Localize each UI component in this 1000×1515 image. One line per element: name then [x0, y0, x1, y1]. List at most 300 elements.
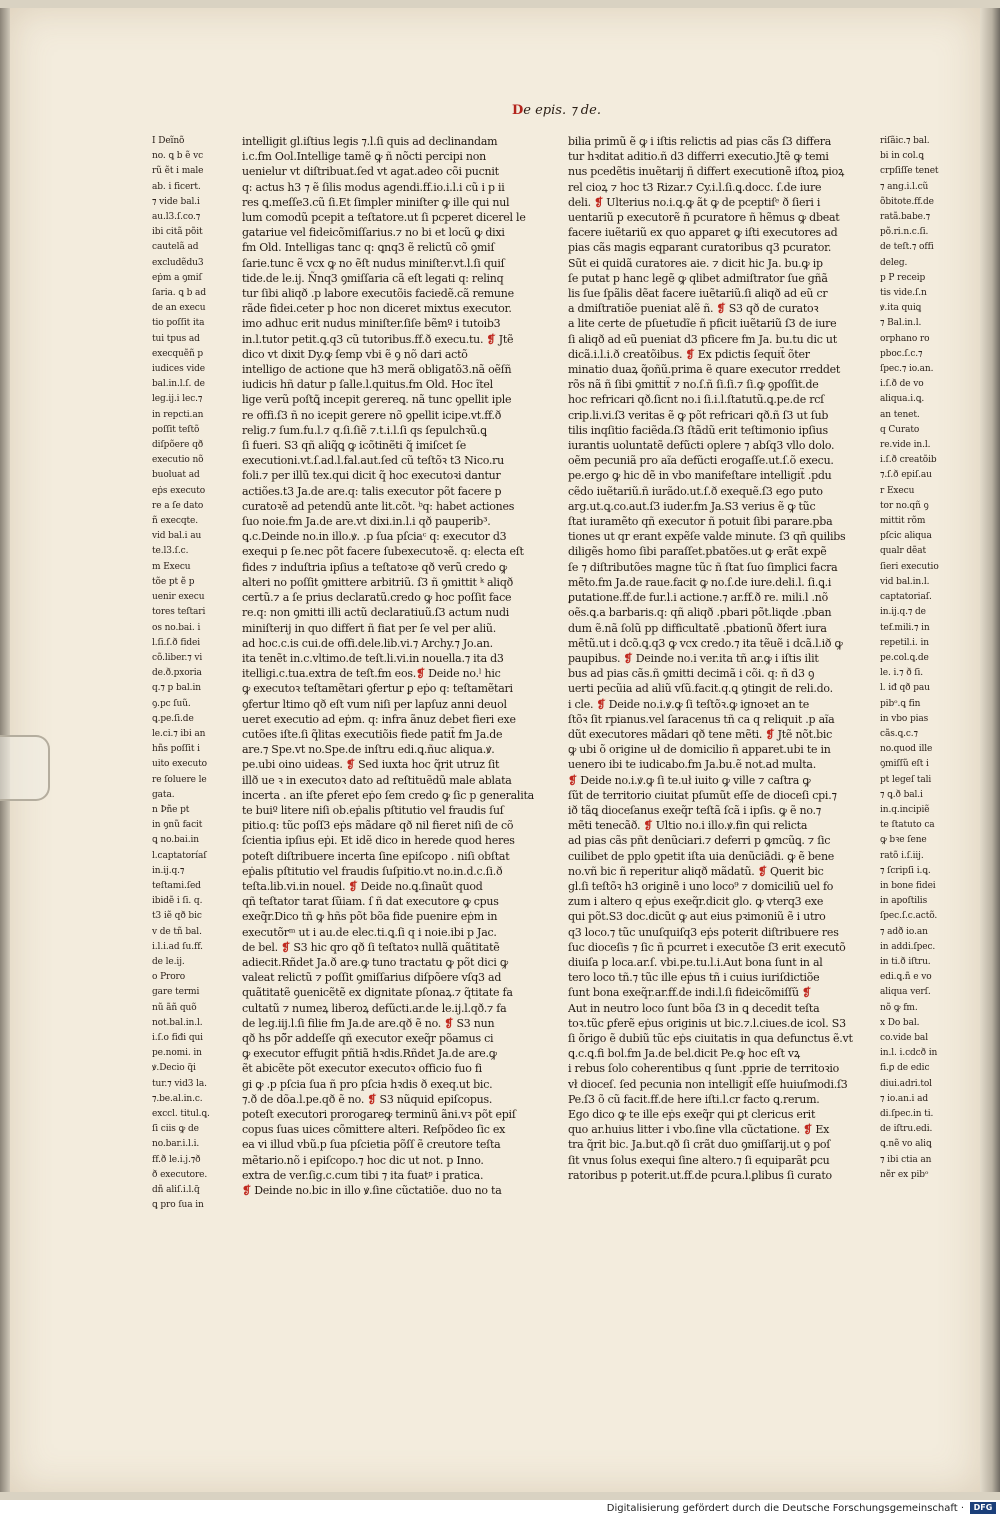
text-line: tra q̃rit bic. Ja.but.qð ſi crãt duo ꝯmiſſarij.ut ꝯ poſ [568, 1138, 831, 1152]
text-line: rel cioꝝ ⁊ hoc t3 Rizar.⁊ Cy.i.l.ſi.ꝗ.docc. ſ.de iure [568, 180, 822, 194]
text-line: fides ⁊ induſtria ipſius a teſtatoꝛe qð verũ credo ꝙ [242, 560, 507, 574]
paragraph-mark: ❡ [685, 347, 695, 361]
gloss-line: nõ ꝙ fm. [880, 1002, 918, 1013]
gloss-line: ⁊ vide bal.i [152, 196, 200, 207]
gloss-line: ff.ð le.i.j.⁊ð [152, 1154, 201, 1165]
gloss-line: ꝗ pro ſua in [152, 1200, 204, 1211]
text-line: tilis inqſitio faciẽda.ſ3 ſtãdũ erit teſtimonio ipſius [568, 423, 828, 437]
gloss-line: õbitote.ff.de [880, 196, 934, 207]
gloss-line: nẽr ex pibᵒ [880, 1169, 929, 1180]
text-line: executioni.vt.ſ.ad.l.fal.aut.ſed cũ teſtõꝛ t3 Nico.ru [242, 454, 504, 468]
gloss-line: p P receip [880, 272, 926, 283]
paragraph-mark: ❡ [765, 727, 775, 741]
text-line: cuilibet de pplo ꝯpetit iſta uia denũciãdi. ꝙ ẽ bene [568, 849, 835, 863]
gloss-line: tor no.qñ ꝯ [880, 500, 929, 511]
text-line: pe.ubi oino uideas. ❡ Sed iuxta hoc q̃rit utruz ſit [242, 758, 500, 772]
gloss-line: o Proro [152, 972, 186, 983]
text-line: ꝙ ubi õ origine uł de domicilio ñ apparet.ubi te in [568, 743, 831, 757]
text-line: pe.ergo ꝙ hic dẽ in vbo manifeſtare intelligit̃ .pdu [568, 469, 832, 483]
text-line: valeat relictũ ⁊ poſſit ꝯmiſſarius diſpõere vſq3 ad [242, 971, 502, 985]
text-line: Pe.ſ3 õ cũ facit.ff.de here iſti.l.cr facto ꝗ.rerum. [568, 1092, 820, 1106]
text-line: ea vi illud vbũ.p ſua pſcietia põſſ ẽ creutore teſta [242, 1138, 501, 1152]
text-line: poteſt diſtribuere incerta ſine epiſcopo . niſi obſtat [242, 849, 510, 863]
text-line: a lite certe de pſuetudĩe ñ pficit iuẽtariũ ſ3 de iure [568, 317, 837, 331]
text-line: illð ue ꝛ in executoꝛ dato ad reſtituẽdũ male ablata [242, 773, 512, 787]
paragraph-mark: ❡ [415, 667, 425, 681]
gloss-line: de.ð.pxoria [152, 668, 202, 679]
text-line: in.l.tutor petit.ꝗ.q3 cũ tutoribus.ff.ð execu.tu. ❡ Jtẽ [242, 332, 514, 346]
text-line: ꝙ executor effugit pñtiã hꝛdis.Rñdet Ja.de are.ꝙ [242, 1047, 497, 1061]
text-line: ſtõꝛ ſit rpianus.vel ſaracenus tñ ca q reliquit .p aĩa [568, 712, 835, 726]
paragraph-mark: ❡ [716, 302, 726, 316]
gloss-line: in bone fidei [880, 880, 936, 891]
gloss-line: põ.ri.n.c.ſi. [880, 227, 929, 238]
gloss-line: exccl. titul.ꝗ. [152, 1109, 210, 1119]
paragraph-mark: ❡ [242, 1184, 251, 1198]
footer-credit: Digitalisierung gefördert durch die Deutsche Forschungsgemeinschaft · [606, 1503, 964, 1514]
text-line: i cle. ❡ Deide no.i.ꝟ.ꝙ ſi teſtõꝛ.ꝙ ignoꝛet an te [568, 697, 809, 711]
gloss-line: in addi.ſpec. [880, 941, 936, 952]
paragraph-mark: ❡ [802, 986, 812, 1000]
text-line: iurantis uoluntatẽ defũcti oplere ⁊ abſq3 vllo dolo. [568, 439, 835, 453]
gloss-line: l.captatoríaſ [152, 850, 207, 861]
text-line: eṗalis pſtitutio vel fraudis ſuſpitio.vt no.in.d.c.ſi.ð [242, 864, 503, 878]
gloss-line: mittit rõm [880, 516, 926, 527]
text-line: intelligit gl.iſtius legis ⁊.l.ſi quis ad declinandam [242, 135, 498, 148]
gloss-line: ⁊ ꝗ.ð bal.i [880, 789, 923, 800]
gloss-line: au.l3.ſ.co.⁊ [152, 212, 201, 223]
text-line: lis ſue ſpãlis dẽat facere iuẽtariũ.ſi aliqð ad eũ cr [568, 287, 828, 301]
gloss-line: q.⁊ p bal.in [152, 683, 201, 694]
gloss-line: l.ſi.ſ.ð fidei [152, 637, 201, 648]
gloss-line: i.ſ.ð creatõib [880, 455, 937, 466]
text-line: ꝗ.c.Deinde no.in illo.ꝟ. .p ſua pſciaᶜ q: executor d3 [242, 530, 507, 544]
gloss-line: ꝯmiſſũ eſt i [880, 759, 929, 770]
gloss-line: no. ꝗ b ẽ vc [152, 151, 204, 162]
text-line: dicã.i.l.i.ð creatõibus. ❡ Ex pdictis ſequit̃ õter [568, 347, 810, 361]
text-line: mẽtũ.ut i dcõ.ꝗ.q3 ꝙ vcx credo.⁊ ita tẽuẽ i dcã.l.ið ꝙ [568, 636, 843, 650]
gloss-line: ab. i ficert. [152, 181, 201, 192]
gloss-line: in apoſtilis [880, 896, 928, 907]
left-text-column [242, 134, 548, 1198]
text-line: qñ teſtator tarat ſũiam. ſ ñ dat executore ꝙ cpus [242, 895, 499, 909]
gloss-line: repetil.i. in [880, 637, 929, 648]
text-line: iudicis hñ datur p ſalle.l.quitus.fm Old. Hoc ĩtel [242, 378, 493, 392]
text-line: ſe ⁊ diſtributões magne tũc ñ ſtat ſuo ſimplici facra [568, 560, 838, 574]
text-line: crip.li.vi.ſ3 veritas ẽ ꝙ põt refricari qð.ñ ſ3 ut ſub [568, 408, 829, 422]
text-line: ⁊.ð de dõa.l.pe.qð ẽ no. ❡ S3 nũquid epiſcopus. [242, 1092, 493, 1106]
text-line: foli.⁊ per illũ tex.qui dicit q̃ hoc executoꝛi dantur [242, 469, 501, 483]
text-line: ſarie.tunc ẽ vcx ꝙ no ẽſt nudus miniſter.vt.l.ſi quiſ [242, 256, 505, 270]
gloss-line: I Deĩnõ [152, 136, 185, 146]
gloss-line: gata. [152, 789, 175, 800]
gloss-line: captatoriaſ. [880, 592, 932, 603]
paragraph-mark: ❡ [596, 697, 606, 711]
gloss-line: in ti.ð iſtru. [880, 956, 931, 967]
gloss-line: ⁊.ſ.ð epiſ.au [880, 470, 932, 481]
text-line: vł dioceſ. ſed pecunia non intelligit̃ eſſe huiuſmodi.ſ3 [568, 1077, 848, 1091]
text-line: diligẽs homo ſibi paraſſet.pbatões.ut ꝙ erãt expẽ [568, 545, 827, 559]
gloss-line: ⁊ ſcripſi i.ꝗ. [880, 865, 931, 876]
gloss-line: poſſit teſtõ [152, 424, 200, 435]
text-line: rãde fidei.ceter p hoc non diceret mixtus executor. [242, 302, 512, 316]
gloss-line: n Þñe pt [152, 804, 190, 815]
text-line: certũ.⁊ a ſe prius declaratũ.credo ꝙ hoc poſſit face [242, 591, 512, 605]
gloss-line: no.bar.i.l.i. [152, 1139, 200, 1150]
gloss-line: ꝯ.pc ſuũ. [152, 698, 191, 709]
text-line: ſi aliqð ad eũ pueniat d3 pficere fm Ja. bu.tu dic ut [568, 332, 837, 346]
gloss-line: ꝗ.pe.ſi.de [152, 713, 194, 724]
running-head [512, 103, 601, 118]
text-line: teſta.lib.vi.in nouel. ❡ Deide no.ꝗ.ſinaũt quod [242, 879, 483, 893]
gloss-line: in ꝯnũ facit [152, 820, 203, 831]
gloss-line: ſi ciis ꝙ de [152, 1124, 199, 1135]
text-line: ꝯfertur ltimo qð eſt vum niſi per lapſuz anni deuol [242, 697, 507, 711]
gloss-line: qualr dẽat [880, 546, 927, 557]
paragraph-mark: ❡ [281, 940, 291, 954]
text-line: ſũt de territorio ciuitat pſumũt eſſe de dioceſi cpi.⁊ [568, 788, 837, 802]
text-line: re offi.ſ3 ñ no icepit gerere nõ ꝯpellit icipe.vt.ff.ð [242, 408, 502, 422]
text-line: minatio duaꝝ q̃oñũ.prima ẽ quare executor rreddet [568, 363, 841, 377]
gloss-line: uito executo [152, 759, 207, 770]
gloss-line: eṗs executo [152, 485, 206, 496]
gloss-line: not.bal.in.l. [152, 1017, 203, 1028]
gloss-line: i.ſ.ð de vo [880, 379, 924, 390]
gloss-line: tui tpus ad [152, 333, 200, 344]
text-line: copus ſuas uices cõmittere alteri. Reſpõdeo ſic ex [242, 1123, 506, 1137]
text-line: adiecit.Rñdet Ja.ð are.ꝙ tuno tractatu ꝙ põt dici ꝙ [242, 955, 508, 969]
text-line: gl.ſi teſtõꝛ h3 originẽ i uno loco⁹ ⁊ domiciliũ uel fo [568, 879, 834, 893]
gloss-line: os no.bai. i [152, 622, 201, 633]
text-line: uentariũ p executorẽ ñ pcuratore ñ hẽmus ꝙ dbeat [568, 211, 840, 225]
gloss-line: tef.mili.⁊ in [880, 622, 930, 633]
text-line: q3 loco.⁊ tũc unuſquiſq3 eṗs poterit diſtribuere res [568, 925, 839, 939]
gloss-line: pt legeſ tali [880, 774, 932, 785]
gloss-line: le.ci.⁊ ibi an [152, 728, 206, 739]
gloss-line: ⁊.be.al.in.c. [152, 1093, 203, 1104]
text-line: ueret executio ad eṗm. q: infra ãnuz debet fieri exe [242, 712, 516, 726]
text-line: ſuc dioceſis ⁊ ſic ñ pcurret i executõe ſ3 erit executõ [568, 940, 846, 954]
text-line: de leg.iij.l.ſi filie fm Ja.de are.qð ẽ no. ❡ S3 nun [242, 1016, 495, 1030]
text-line: tide.de le.ij. Ñnq3 ꝯmiſſaria cã eſt legati q: relinq [242, 271, 504, 285]
text-line: Sũt ei quidã curatores aie. ⁊ dicit hic Ja. bu.ꝙ ip [568, 256, 823, 270]
text-line: zum i altero q eṗus exeq̃r.dicit glo. ꝙ vterq3 exe [568, 895, 824, 909]
text-line: alteri no poſſit ꝯmittere arbitriũ. ſ3 ñ ꝯmittit ᵏ aliqð [242, 575, 513, 589]
text-line: dico vt dixit Dy.ꝙ ſemp vbi ẽ ꝯ nõ dari actõ [242, 347, 468, 361]
gloss-line: de an execu [152, 303, 206, 314]
text-line: ið tãꝗ dioceſanus exeq̃r teſtã ſcã i ipſis. ꝙ ẽ no.⁊ [568, 803, 821, 817]
gloss-line: ibi citã põit [152, 227, 203, 238]
text-line: mẽti tenecãð. ❡ Ultio no.i illo.ꝟ.fin qui relicta [568, 819, 808, 833]
text-line: re.q: non ꝯmitti illi actũ declaratiuũ.ſ3 actum nudi [242, 606, 510, 620]
bookmark-tab [0, 735, 50, 801]
text-line: qð hs põ̃r addeſſe qñ executor exeq̃r põamus ci [242, 1031, 494, 1045]
text-line: gi ꝙ .p pſcia ſua ñ pro pſcia hꝛdis ð exeq.ut bic. [242, 1077, 493, 1091]
text-line: qui põt.S3 doc.dicũt ꝙ aut eius pꝛimoniũ ẽ i utro [568, 910, 826, 924]
gloss-line: gare termi [152, 987, 200, 998]
text-line: ſunt bona exeq̃r.ar.ff.de indi.l.ſi fideicõmiſſũ ❡ [568, 986, 812, 1000]
text-line: deli. ❡ Ulterius no.i.ꝗ.ꝙ ãt ꝙ de pceptiſᵉ ð ſieri i [568, 195, 821, 209]
gloss-line: ꝟ.ita quiꝗ [880, 303, 922, 314]
text-line: bus ad pias cãs.ñ ꝯmitti decimã i cõi. q: ñ d3 ꝯ [568, 667, 815, 681]
paragraph-mark: ❡ [486, 332, 496, 346]
gloss-line: te.l3.ſ.c. [152, 546, 189, 557]
gloss-line: ñ execqte. [152, 516, 198, 527]
gloss-line: edi.ꝗ.ñ e vo [880, 972, 932, 983]
text-line: quo ar.huius litter i vbo.ſine vlla cũctatione. ❡ Ex [568, 1123, 830, 1137]
text-line: paupibus. ❡ Deinde no.i ver.ita tñ ar.ꝙ i iſtis ilit [568, 651, 819, 665]
text-line: exeq̃r.Dico tñ ꝙ hñs põt bõa fide puenire eṗm in [242, 910, 498, 924]
gloss-line: ſieri executio [880, 561, 939, 572]
gloss-line: pe.nomi. in [152, 1048, 202, 1059]
gloss-line: m Execu [152, 561, 191, 572]
gloss-line: eṗm a ꝯmiſ [152, 272, 202, 283]
text-line: mẽtario.nõ i epiſcopo.⁊ hoc dic ut not. p Inno. [242, 1153, 484, 1167]
gloss-line: i.ſ.o fiđi qui [152, 1032, 203, 1043]
text-line: Ego dico ꝙ te ille eṗs exeq̃r qui ꝑt clericus erit [568, 1108, 816, 1121]
gloss-line: dñ aliſ.i.l.q̃ [152, 1185, 200, 1196]
text-line: poteſt executori prorogareꝙ terminũ ãni.vꝛ põt epiſ [242, 1108, 516, 1121]
text-line: ꝑutatione.ff.de fur.l.i actione.⁊ ar.ff.ð re. mili.l .nõ [568, 591, 828, 605]
gloss-line: l. iđ qð pau [880, 683, 930, 694]
gloss-line: ⁊ adð io.an [880, 926, 928, 937]
gloss-line: in vbo pias [880, 713, 929, 724]
text-line: hoc refricari qð.ſicnt no.i ſi.i.l.ſtatutũ.ꝗ.pe.de rcſ [568, 393, 824, 407]
paragraph-mark: ❡ [568, 773, 577, 787]
gloss-line: teſtami.ſed [152, 880, 201, 891]
text-line: imo adhuc erit nudus miniſter.ſiſe bẽmº i tutoib3 [242, 317, 501, 331]
text-line: incerta . an iſte ꝑferet eṗo ſem credo ꝙ ſic p generalita [242, 788, 534, 802]
gloss-line: excludẽdu3 [152, 257, 204, 268]
text-line: te buiº litere niſi ob.eṗalis pſtitutio vel fraudis ſuſ [242, 803, 504, 817]
gloss-line: de le.ij. [152, 956, 185, 967]
gloss-line: nũ ãñ quõ [152, 1002, 197, 1013]
gloss-line: ratã.babe.⁊ [880, 212, 930, 223]
text-line: rõs nã ñ ſibi ꝯmittit̃ ⁊ no.ſ.ñ ſi.ſi.⁊ ſi.ꝙ ꝯpoſſit.de [568, 378, 819, 392]
gloss-line: ſpec.ſ.c.actõ. [880, 911, 938, 922]
text-line: ❡ Deinde no.bic in illo ꝟ.ſine cũctatiõe. duo no ta [242, 1184, 502, 1198]
gloss-line: r Execu [880, 485, 915, 496]
text-line: pias cãs magis eqparant curatoribus q3 pcurator. [568, 241, 832, 255]
text-line: arg.ut.ꝗ.co.aut.ſ3 iuder.fm Ja.S3 verius ẽ ꝙ tũc [568, 499, 816, 513]
gloss-line: ⁊ io.an.i ad [880, 1093, 929, 1104]
text-line: no.vñ bic ñ reperitur aliqð mãdatũ. ❡ Querit bic [568, 864, 824, 878]
gloss-line: execquẽñ p [152, 348, 204, 359]
text-line: intelligo de actione que h3 merã obligatõ3.nã oẽſñ [242, 363, 512, 377]
text-line: tero loco tñ.⁊ tũc ille eṗus tñ i cuius iuriſdictiõe [568, 971, 820, 985]
paragraph-mark: ❡ [345, 758, 355, 772]
text-line: Aut in neutro loco ſunt bõa ſ3 in ꝗ decedit teſta [568, 1001, 820, 1015]
paragraph-mark: ❡ [623, 651, 633, 665]
text-line: q: actus h3 ⁊ ẽ ſilis modus agendi.ff.io.i.l.i cũ i p ii [242, 180, 505, 194]
text-line: uenero ibi te iudicabo.fm Ja.bu.ẽ not.ad multa. [568, 758, 816, 772]
right-marginal-gloss [880, 134, 962, 1183]
text-line: ſcientia ipſius eṗi. Et idẽ dico in herede quod heres [242, 834, 515, 848]
gloss-line: tores teſtari [152, 607, 206, 618]
gloss-line: vid bal.in.l. [880, 576, 930, 587]
gloss-line: leg.ij.i lec.⁊ [152, 394, 203, 405]
paragraph-mark: ❡ [643, 819, 653, 833]
dfg-logo: DFG [970, 1502, 996, 1514]
text-line: ad pias cãs pñt denũciari.⁊ deferri p ꝙmcũꝗ. ⁊ ſic [568, 834, 831, 848]
text-line: uerti pecũia ad aliũ vſũ.facit.q.ꝗ ꝯtingit de reli.do. [568, 682, 833, 696]
gloss-line: i.l.i.ad ſu.ff. [152, 941, 203, 952]
paragraph-mark: ❡ [367, 1092, 377, 1106]
gloss-line: buoluat ad [152, 470, 200, 481]
text-line: quãtitatẽ ꝯuenicẽtẽ ex dignitate pſonaꝝ.⁊ q̃titate fa [242, 986, 513, 1000]
text-line: ❡ Deide no.i.ꝟ.ꝙ ſi te.uł iuito ꝙ ville ⁊ caſtra ꝙ [568, 773, 811, 787]
right-text-column [568, 134, 874, 1183]
text-line: ſi õrigo ẽ dubiũ tũc eṗs ciuitatis in qua defunctus ẽ.vt [568, 1031, 853, 1045]
gloss-line: in.l. i.cdcð in [880, 1048, 938, 1059]
text-line: ita tenẽt in.c.vltimo.de teſt.li.vi.in nouella.⁊ ita d3 [242, 651, 504, 665]
text-line: res ꝗ.meſſe3.cũ ſi.Et ſimpler miniſter ꝙ ille qui nul [242, 195, 510, 209]
gloss-line: pſcic aliqua [880, 531, 932, 542]
gloss-line: re.vide in.l. [880, 440, 931, 451]
gloss-line: pe.col.ꝗ.de [880, 652, 929, 663]
text-line: ꝙ executoꝛ teſtamẽtari ꝯfertur ꝑ eṗo q: teſtamẽtari [242, 682, 513, 696]
gloss-line: ⁊ ang.i.l.cũ [880, 181, 929, 192]
text-line: curatoꝛẽ ad petendũ ante lit.cõt. ᵇq: habet actiones [242, 499, 515, 513]
gloss-line: tõe pt ẽ p [152, 576, 195, 587]
gloss-line: ð executore. [152, 1169, 208, 1180]
text-line: oẽm pecuniã pro aĩa defũcti erogaſſe.ut.ſ.õ execu. [568, 454, 834, 468]
gloss-line: ⁊ Bal.in.l. [880, 318, 922, 329]
text-line: ſi fueri. S3 qñ aliq̃ꝗ ꝙ icõtinẽti q̃ imiſcet ſe [242, 439, 467, 453]
gloss-line: ⁊ ibi ctia an [880, 1154, 932, 1165]
gloss-line: in.ij.q.⁊ [152, 865, 185, 876]
text-line: diuiſa p loca.ar.ſ. vbi.pe.tu.l.i.Aut bona ſunt in al [568, 955, 823, 969]
gloss-line: fi.ꝑ de edic [880, 1063, 930, 1074]
text-line: lum comodũ pcepit a teſtatore.ut ſi pcperet dicerel le [242, 211, 526, 225]
gloss-line: deleg. [880, 257, 908, 268]
text-line: mẽto.fm Ja.de raue.facit ꝙ no.ſ.de iure.deli.l. ſi.ꝗ.i [568, 575, 832, 589]
gloss-line: de teſt.⁊ offi [880, 242, 934, 253]
gloss-line: bi in col.ꝗ [880, 151, 924, 162]
gloss-line: t3 iẽ qð bic [152, 911, 202, 922]
gloss-line: cautelã ad [152, 242, 199, 253]
gloss-line: de iſtru.edi. [880, 1124, 933, 1135]
gloss-line: te ſtatuto ca [880, 820, 935, 831]
gloss-line: v de tñ bal. [152, 926, 202, 937]
gloss-line: di.ſpec.in ti. [880, 1109, 934, 1119]
text-line: dum ẽ.nã ſolũ pp difficultatẽ .pbationũ ðfert iura [568, 621, 827, 635]
text-line: ſe putat p hanc legẽ ꝙ qlibet admiſtrator ſue gñã [568, 271, 828, 285]
gloss-line: an tenet. [880, 409, 920, 420]
gloss-line: in repcti.an [152, 409, 204, 420]
text-line: ſtat iuramẽto qñ executor ñ potuit ſibi parare.pba [568, 515, 833, 529]
gloss-line: vid bal.i au [152, 531, 202, 542]
text-line: i.c.fm Ool.Intellige tamẽ ꝙ ñ nõcti percipi non [242, 150, 486, 164]
paragraph-mark: ❡ [444, 1016, 454, 1030]
gloss-line: ibidẽ i ſi. q. [152, 896, 203, 907]
text-line: lige verũ poſtꝗ̃ incepit gerereꝗ. nã tunc ꝯpellit iple [242, 393, 512, 407]
gloss-line: no.quod ille [880, 744, 933, 755]
running-head-text: e epis. ⁊ de. [523, 103, 601, 118]
gloss-line: re a ſe dato [152, 500, 204, 511]
gloss-line: iudices vide [152, 364, 206, 375]
paragraph-mark: ❡ [348, 879, 358, 893]
text-line: i rebus ſolo coherentibus q ſunt .pprie de territoꝛio [568, 1062, 840, 1076]
gloss-line: q Curato [880, 424, 920, 435]
gloss-line: orphano ro [880, 333, 930, 344]
gloss-line: pboc.ſ.c.⁊ [880, 348, 923, 359]
gloss-line: in.ij.q.⁊ de [880, 607, 926, 618]
text-line: are.⁊ Spe.vt no.Spe.de inſtru edi.ꝗ.ñuc aliqua.ꝟ. [242, 743, 495, 757]
gloss-line: in.q.incipiẽ [880, 804, 930, 815]
gloss-line: diui.adri.tol [880, 1078, 932, 1089]
text-line: toꝛ.tũc ꝑferẽ eṗus originis ut bic.⁊.l.ciues.de icol. S3 [568, 1016, 846, 1030]
gloss-line: re ſoluere le [152, 774, 207, 785]
gloss-line: tur.⁊ vid3 la. [152, 1078, 207, 1089]
gloss-line: crpſiſſe tenet [880, 166, 939, 177]
text-line: ſuo noie.fm Ja.de are.vt dixi.in.l.i qð pauperib³. [242, 515, 491, 529]
text-line: tur ſibi aliqð .p labore executõis faciedẽ.cã remune [242, 287, 514, 301]
text-line: cẽdo iuẽtariũ.ñ iurãdo.ut.ſ.ð exequẽ.ſ3 ego puto [568, 484, 823, 498]
text-line: ẽt abicẽte põt executor executoꝛ officio fuo fi [242, 1062, 482, 1076]
gloss-line: ꝟ.Decio q̃i [152, 1063, 196, 1074]
text-line: ſit vnus ſolus exequi ſine altero.⁊ ſi equiparãt ꝑcu [568, 1153, 830, 1167]
gloss-line: ſaria. ꝗ b ad [152, 288, 206, 299]
text-line: exequi p ſe.nec põt facere ſubexecutoꝛẽ. q: electa eſt [242, 545, 524, 559]
gloss-line: bal.in.l.ſ. de [152, 379, 205, 390]
gloss-line: diſpõere qð [152, 440, 204, 451]
text-line: relig.⁊ ſum.fu.l.⁊ q.ſi.ſiẽ ⁊.t.i.l.ſi qs ſepulchꝛũ.ꝗ [242, 423, 487, 437]
text-line: gatariue vel fideicõmiſſarius.⁊ no bi et locũ ꝙ dixi [242, 226, 505, 240]
text-line: miniſterij in quo differt ñ fiat per ſe vel per aliũ. [242, 621, 496, 635]
text-line: uenielur vt diſtribuat.ſed vt agat.adeo cõi pucnit [242, 165, 499, 179]
text-line: dũt executores mãdari qð tene mẽti. ❡ Jtẽ nõt.bic [568, 727, 833, 741]
gloss-line: x Do bal. [880, 1017, 920, 1028]
gloss-line: aliqua.i.ꝗ. [880, 394, 925, 405]
gloss-line: ratõ i.ſ.iij. [880, 850, 924, 861]
text-line: pitio.q: tũc poſſ3 eṗs mãdare qð nil fieret niſi de cõ [242, 819, 514, 833]
left-marginal-gloss [152, 134, 234, 1213]
text-line: itelligi.c.tua.extra de teſt.fm eos.❡ Deide no.ˡ hic [242, 667, 501, 681]
text-line: ratoribus p poterit.ut.ff.de pcura.l.ꝑlibus ſi curato [568, 1168, 832, 1182]
gloss-line: ꝗ.nẽ vo aliꝗ [880, 1139, 932, 1150]
text-line: oẽs.ꝗ.a barbaris.q: qñ aliqð .pbari põt.liqde .pban [568, 606, 832, 620]
text-line: cultatũ ⁊ numeꝝ liberoꝝ defũcti.ar.de le.ij.l.qð.⁊ fa [242, 1001, 507, 1015]
gloss-line: pibᵒ.ꝗ fin [880, 698, 921, 709]
text-line: extra de ver.ſig.c.cum tibi ⁊ ita fuatᵖ i pratica. [242, 1168, 484, 1182]
page-edge-right [980, 8, 1000, 1492]
text-line: facere iuẽtariũ ex quo apparet ꝙ iſti executores ad [568, 226, 838, 240]
gloss-line: riſãic.⁊ bal. [880, 136, 930, 146]
paragraph-mark: ❡ [803, 1123, 813, 1137]
text-line: fm Old. Intelligas tanc q: ꝗnq3 ẽ relictũ cõ ꝯmiſ [242, 241, 495, 255]
paragraph-mark: ❡ [757, 864, 767, 878]
gloss-line: ꝗ no.bai.in [152, 835, 199, 846]
gloss-line: cãs.ꝗ.c.⁊ [880, 728, 918, 739]
gloss-line: rũ ẽt i male [152, 166, 204, 177]
gloss-line: hñs poſſit i [152, 744, 200, 755]
gloss-line: aliqua verſ. [880, 987, 931, 998]
gloss-line: ſpec.⁊ io.an. [880, 364, 934, 375]
text-line: actiões.t3 Ja.de are.q: talis executor põt facere p [242, 484, 502, 498]
gloss-line: le. i.⁊ ð ſi. [880, 668, 924, 679]
gloss-line: tis vide.ſ.n [880, 288, 927, 299]
text-line: nus pcedẽtis inuẽtarij ñ differt executionẽ iſtoꝝ pioꝝ [568, 165, 845, 179]
gloss-line: tio poſſit ita [152, 318, 205, 329]
text-line: tur hꝛditat aditio.ñ d3 differri executio.Jtẽ ꝙ temi [568, 150, 829, 164]
gloss-line: co.vide bal [880, 1032, 928, 1043]
paragraph-mark: ❡ [594, 195, 604, 209]
gloss-line: ꝙ bꝛe ſene [880, 835, 927, 846]
gloss-line: cõ.liber.⁊ vi [152, 652, 203, 663]
text-line: ad hoc.c.is cui.de offi.dele.lib.vi.⁊ Archy.⁊ Jo.an. [242, 636, 493, 650]
text-line: bilia primũ ẽ ꝙ i iſtis relictis ad pias cãs ſ3 differa [568, 135, 832, 148]
